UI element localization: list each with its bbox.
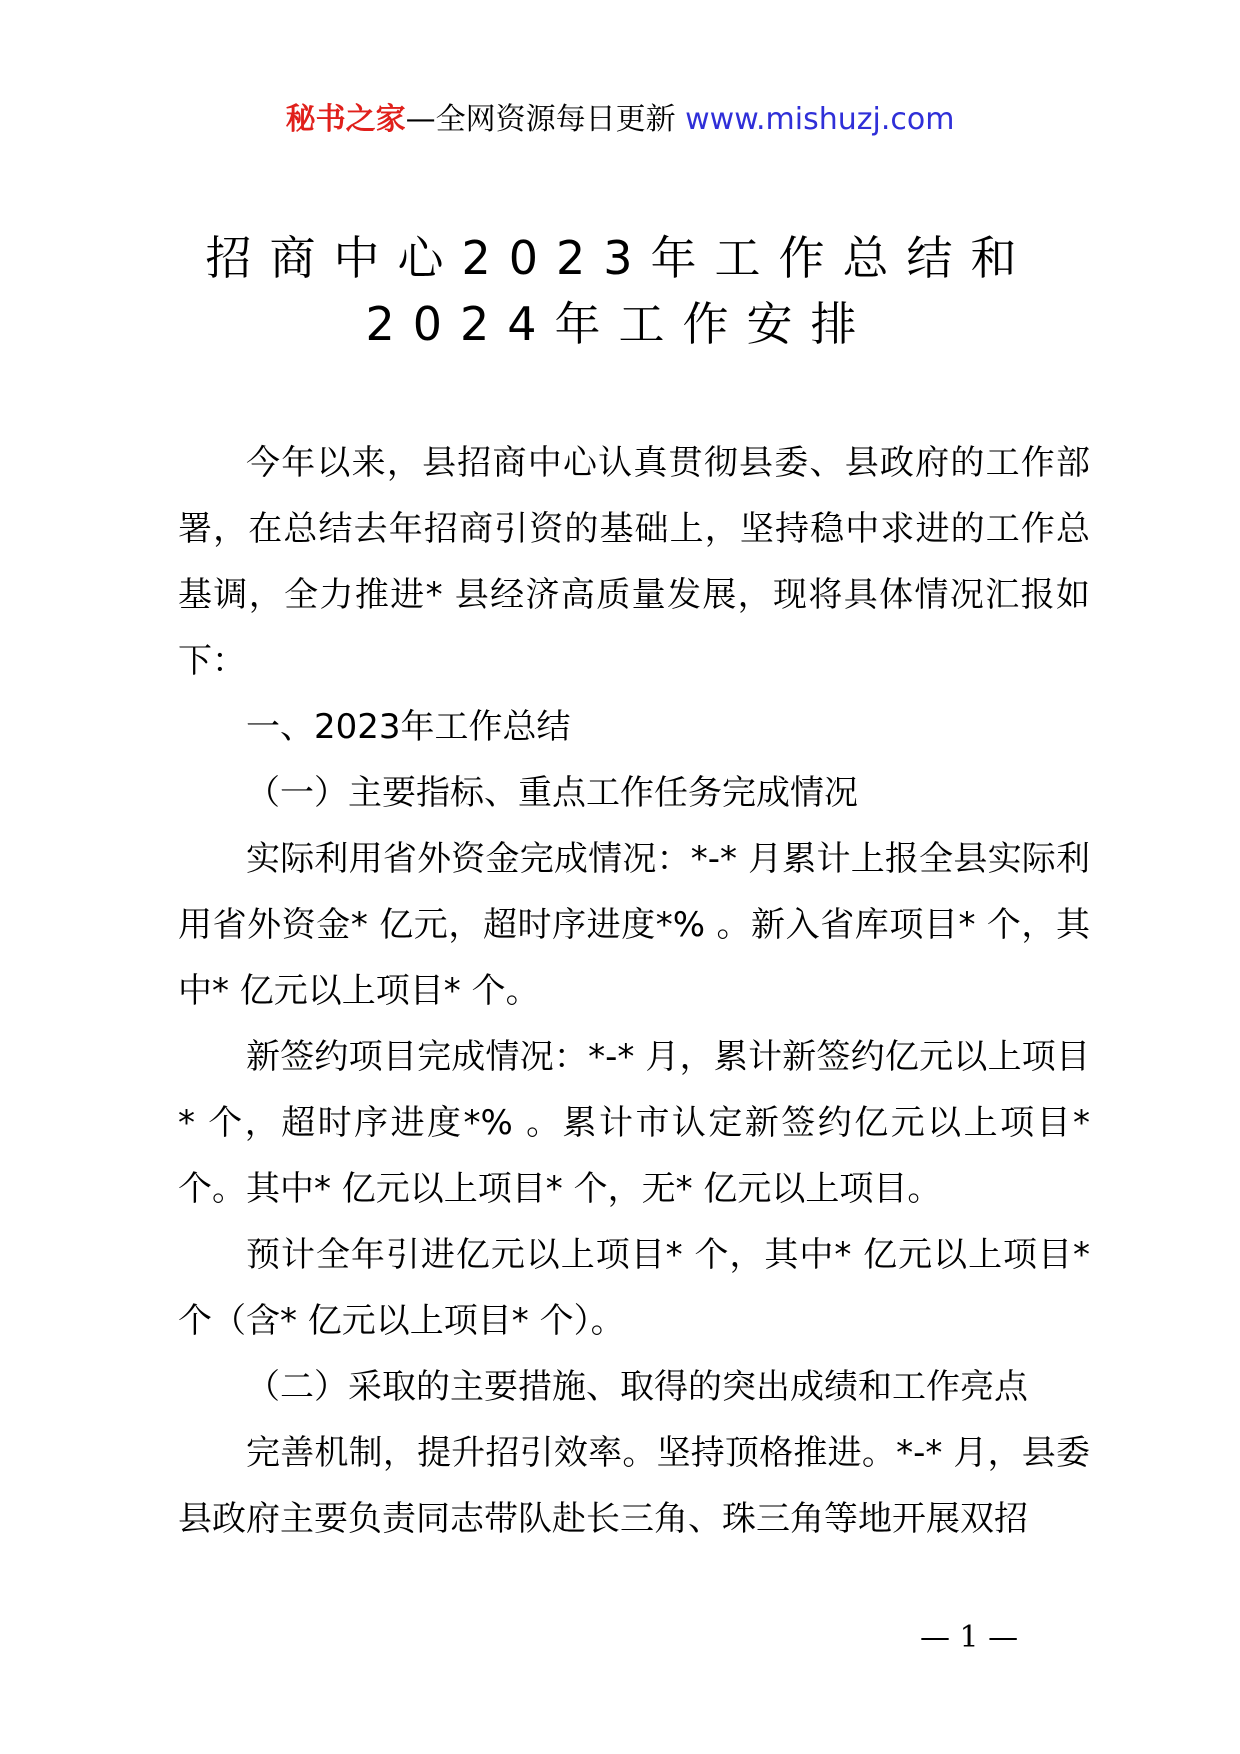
signed-projects-paragraph: 新签约项目完成情况：*-* 月，累计新签约亿元以上项目* 个，超时序进度*% 。累计市认定新签约亿元以上项目* 个。其中* 亿元以上项目* 个，无* 亿元以上项目。 xyxy=(178,1037,1090,1209)
banner-brand: 秘书之家 xyxy=(285,102,406,137)
banner-url[interactable]: www.mishuzj.com xyxy=(685,102,955,137)
intro-paragraph: 今年以来，县招商中心认真贯彻县委、县政府的工作部署，在总结去年招商引资的基础上，坚持稳中求进的工作总基调，全力推进* 县经济高质量发展，现将具体情况汇报如下： xyxy=(178,443,1090,681)
site-banner xyxy=(0,100,1240,140)
section-heading-1: 一、2023年工作总结 xyxy=(246,707,571,747)
document-title-line-1: 招商中心2023年工作总结和 xyxy=(205,231,1035,285)
mechanism-paragraph: 完善机制，提升招引效率。坚持顶格推进。*-* 月，县委县政府主要负责同志带队赴长三角、珠三角等地开展双招 xyxy=(178,1433,1090,1539)
document-title-line-2: 2024年工作安排 xyxy=(365,297,875,351)
banner-tagline: —全网资源每日更新 xyxy=(405,102,686,137)
subsection-heading-2: （二）采取的主要措施、取得的突出成绩和工作亮点 xyxy=(246,1367,1028,1407)
funds-paragraph: 实际利用省外资金完成情况：*-* 月累计上报全县实际利用省外资金* 亿元，超时序进度*% 。新入省库项目* 个，其中* 亿元以上项目* 个。 xyxy=(178,839,1090,1011)
subsection-heading-1: （一）主要指标、重点工作任务完成情况 xyxy=(246,773,858,813)
document-body xyxy=(178,430,1090,1552)
forecast-paragraph: 预计全年引进亿元以上项目* 个，其中* 亿元以上项目* 个（含* 亿元以上项目* 个）。 xyxy=(178,1235,1090,1341)
page-number: — 1 — xyxy=(920,1620,1019,1655)
